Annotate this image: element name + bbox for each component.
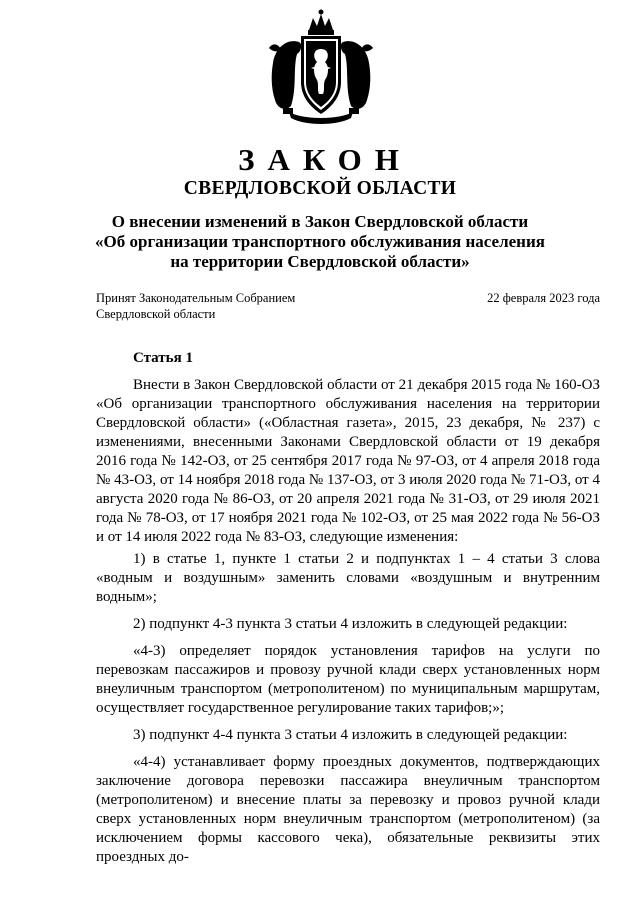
subtitle-line: «Об организации транспортного обслуживания населения: [95, 232, 545, 251]
adoption-line: Свердловской области: [96, 307, 216, 321]
adoption-line: Принят Законодательным Собранием: [96, 291, 296, 305]
paragraph: «4-4) устанавливает форму проездных документов, подтверждающих заключение договора перевозки пассажира внеуличным транспортом (метрополитеном) и внесение платы за перевозку и провоз ручной клади сверх установленных норм внеуличным транспортом (метрополитеном) (за исключением формы кассового чека), обязательные реквизиты этих проездных до-: [96, 754, 600, 865]
adoption-date: 22 февраля 2023 года: [487, 291, 600, 305]
paragraph: 2) подпункт 4-3 пункта 3 статьи 4 изложить в следующей редакции:: [133, 616, 568, 632]
paragraph: 1) в статье 1, пункте 1 статьи 2 и подпунктах 1 – 4 статьи 3 слова «водным и воздушным» заменить словами «воздушным и внутренним водным»;: [96, 551, 600, 605]
law-subtitle: [60, 212, 580, 272]
paragraph: Внести в Закон Свердловской области от 21 декабря 2015 года № 160-ОЗ «Об организации транспортного обслуживания населения на территории Свердловской области» («Областная газета», 2015, 23 декабря, № 237) с изменениями, внесенными Законами Свердловской области от 19 декабря 2016 года № 142-ОЗ, от 25 сентября 2017 года № 97-ОЗ, от 4 апреля 2018 года № 43-ОЗ, от 14 ноября 2018 года № 137-ОЗ, от 3 июля 2020 года № 71-ОЗ, от 4 августа 2020 года № 86-ОЗ, от 20 апреля 2021 года № 31-ОЗ, от 29 июля 2021 года № 78-ОЗ, от 17 ноября 2021 года № 102-ОЗ, от 25 мая 2022 года № 56-ОЗ и от 14 июля 2022 года № 83-ОЗ, следующие изменения:: [96, 377, 600, 545]
region-title: СВЕРДЛОВСКОЙ ОБЛАСТИ: [183, 178, 457, 199]
adoption-note: [96, 290, 295, 322]
article-body: [96, 376, 600, 875]
coat-of-arms-emblem: [263, 8, 379, 128]
paragraph: 3) подпункт 4-4 пункта 3 статьи 4 изложить в следующей редакции:: [133, 727, 568, 743]
law-title: ЗАКОН: [238, 142, 412, 177]
subtitle-line: на территории Свердловской области»: [170, 252, 470, 271]
article-heading: Статья 1: [133, 350, 193, 366]
paragraph: «4-3) определяет порядок установления тарифов на услуги по перевозкам пассажиров и провозу ручной клади сверх установленных норм внеуличным транспортом (метрополитеном) по муниципальным маршрутам, осуществляет государственное регулирование таких тарифов;»;: [96, 643, 600, 716]
subtitle-line: О внесении изменений в Закон Свердловской области: [111, 212, 529, 231]
